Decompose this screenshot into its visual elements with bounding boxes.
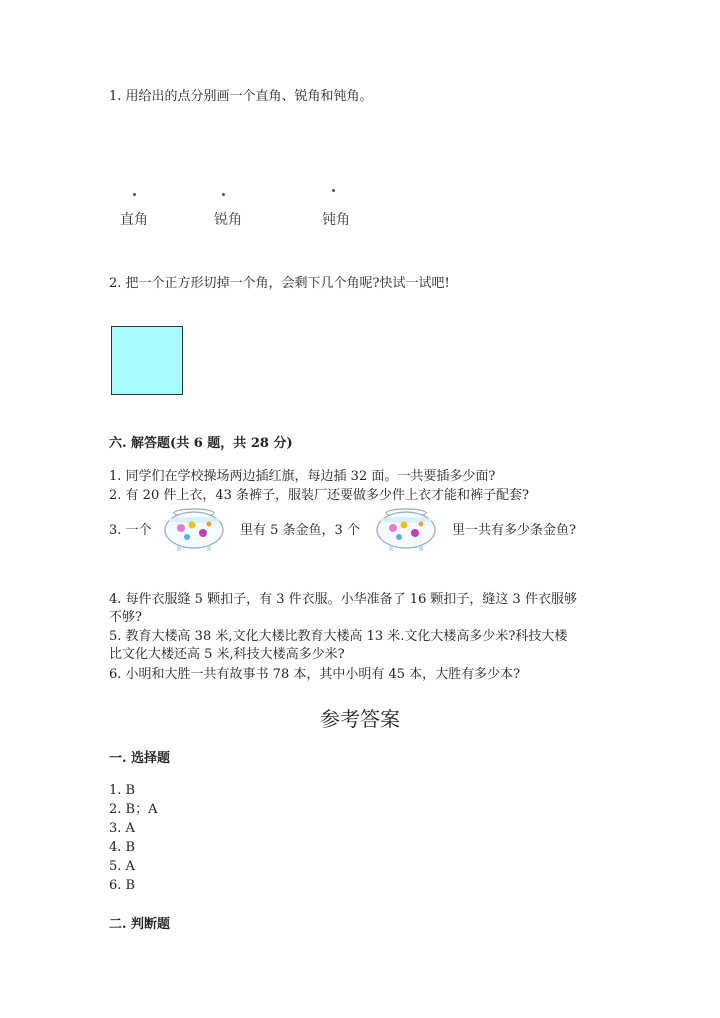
- problem-2: 2. 有 20 件上衣，43 条裤子，服装厂还要做多少件上衣才能和裤子配套?: [109, 488, 529, 503]
- point-right-angle: [133, 193, 136, 196]
- problem-4-line-1: 4. 每件衣服缝 5 颗扣子，有 3 件衣服。小华准备了 16 颗扣子，缝这 3 件衣服够: [109, 592, 577, 607]
- answer-item: 6. B: [109, 878, 136, 893]
- answer-item: 3. A: [109, 821, 135, 836]
- problem-3-part-a: 3. 一个: [109, 523, 152, 538]
- question-cut-square: 2. 把一个正方形切掉一个角，会剩下几个角呢?快试一试吧!: [109, 276, 450, 291]
- label-obtuse-angle: 钝角: [322, 212, 350, 228]
- fishbowl-icon: [163, 506, 225, 552]
- answer-item: 2. B；A: [109, 802, 158, 817]
- answers-section-heading-choice: 一. 选择题: [109, 751, 171, 766]
- fishbowl-icon: [375, 506, 437, 552]
- answers-title: 参考答案: [320, 707, 400, 731]
- section-heading-word-problems: 六. 解答题(共 6 题，共 28 分): [109, 436, 293, 451]
- problem-4-line-2: 不够?: [109, 610, 142, 625]
- point-obtuse-angle: [332, 189, 335, 192]
- problem-1: 1. 同学们在学校操场两边插红旗，每边插 32 面。一共要插多少面?: [109, 469, 496, 484]
- answers-section-heading-judgement: 二. 判断题: [109, 917, 171, 932]
- point-acute-angle: [222, 193, 225, 196]
- question-draw-angles: 1. 用给出的点分别画一个直角、锐角和钝角。: [109, 89, 373, 104]
- label-acute-angle: 锐角: [214, 212, 242, 228]
- problem-3-part-b: 里有 5 条金鱼，3 个: [240, 523, 360, 538]
- problem-5-line-2: 比文化大楼还高 5 米,科技大楼高多少米?: [109, 647, 345, 662]
- label-right-angle: 直角: [120, 212, 148, 228]
- square-figure: [111, 326, 183, 395]
- answer-item: 5. A: [109, 859, 135, 874]
- problem-5-line-1: 5. 教育大楼高 38 米,文化大楼比教育大楼高 13 米.文化大楼高多少米?科技大楼: [109, 629, 568, 644]
- problem-3-part-c: 里一共有多少条金鱼?: [452, 523, 576, 538]
- answer-item: 1. B: [109, 783, 136, 798]
- answer-item: 4. B: [109, 840, 136, 855]
- problem-6: 6. 小明和大胜一共有故事书 78 本，其中小明有 45 本，大胜有多少本?: [109, 667, 521, 682]
